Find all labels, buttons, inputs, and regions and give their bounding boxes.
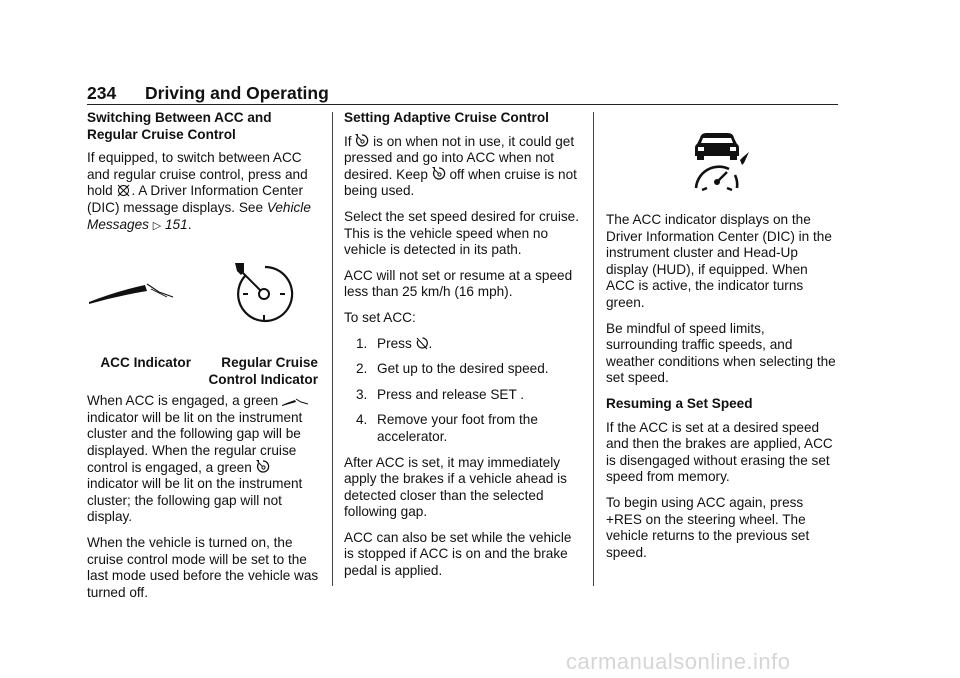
list-item: 1. Press .: [356, 335, 433, 351]
watermark[interactable]: carmanualsonline.info: [566, 649, 791, 674]
list-item: 3. Press and release SET .: [356, 386, 525, 402]
column-middle: [344, 110, 584, 589]
column-divider-2: [593, 112, 594, 586]
page-header: [87, 82, 838, 105]
cruise-on-icon: [432, 167, 446, 181]
paragraph-last-mode: When the vehicle is turned on, the cruise control mode will be set to the last mode used before the vehicle was turned off.: [87, 534, 319, 600]
cruise-indicator-icon: [256, 460, 270, 474]
paragraph-mindful: Be mindful of speed limits, surrounding traffic speeds, and weather conditions when selecting the set speed.: [606, 320, 836, 386]
list-item: 2. Get up to the desired speed.: [356, 361, 549, 377]
acc-indicator-icon: [282, 396, 310, 407]
paragraph-after-set: After ACC is set, it may immediately apply the brakes if a vehicle ahead is detected closer than the selected following gap.: [344, 454, 567, 520]
cruise-indicator-icon: [235, 263, 292, 321]
heading-setting-acc: Setting Adaptive Cruise Control: [344, 110, 549, 125]
acc-figure: [606, 110, 838, 212]
paragraph-brakes: If the ACC is set at a desired speed and then the brakes are applied, ACC is disengaged without erasing the set speed from memory.: [606, 419, 833, 485]
paragraph-min-speed: ACC will not set or resume at a speed less than 25 km/h (16 mph).: [344, 267, 573, 300]
paragraph-set-speed: Select the set speed desired for cruise. This is the vehicle speed when no vehicle is detected in its path.: [344, 208, 579, 258]
fig-label-regular: Regular Cruise Control Indicator: [208, 355, 318, 387]
acc-car-gauge-icon: [692, 132, 754, 194]
column-divider-1: [332, 112, 333, 586]
paragraph-stopped: ACC can also be set while the vehicle is stopped if ACC is on and the brake pedal is applied.: [344, 529, 572, 579]
column-left: [87, 110, 323, 610]
indicator-figure-art: [87, 243, 323, 353]
cruise-on-icon: [355, 134, 369, 148]
ref-arrow-icon: ▷: [152, 219, 162, 232]
link-vehicle-messages[interactable]: Vehicle Messages: [87, 199, 311, 232]
paragraph-to-set: To set ACC:: [344, 309, 416, 325]
paragraph-resume: To begin using ACC again, press +RES on the steering wheel. The vehicle returns to the previous set speed.: [606, 494, 810, 560]
paragraph-acc-engaged: When ACC is engaged, a green indicator will be lit on the instrument cluster and the following gap will be displayed. When the regular cruise control is engaged, a green indicator will be lit on the instrument cluster; the following gap will not display.: [87, 393, 323, 526]
cruise-switch-icon: [116, 184, 131, 197]
paragraph-acc-indicator: The ACC indicator displays on the Driver Information Center (DIC) in the instrument cluster and Head-Up display (HUD), if equipped. When ACC is active, the indicator turns green.: [606, 212, 832, 310]
paragraph-switch: If equipped, to switch between ACC and regular cruise control, press and hold . A Driver Information Center (DIC) message displays. See Vehicle Messages ▷ 151.: [87, 150, 311, 232]
page-ref[interactable]: 151: [165, 216, 188, 232]
paragraph-cruise-on: If is on when not in use, it could get pressed and go into ACC when not desired. Keep off when cruise is not being used.: [344, 133, 577, 199]
heading-switching: Switching Between ACC and Regular Cruise Control: [87, 110, 272, 142]
fig-label-acc: ACC Indicator: [100, 355, 191, 371]
column-right: [606, 110, 838, 570]
page-number: 234: [87, 83, 117, 103]
acc-indicator-icon: [89, 284, 173, 304]
indicator-figure: [87, 243, 323, 393]
cruise-switch-icon: [416, 337, 429, 350]
section-title: Driving and Operating: [145, 83, 329, 103]
steps-list: [344, 336, 584, 446]
list-item: 4. Remove your foot from the accelerator.: [356, 412, 538, 444]
heading-resuming: Resuming a Set Speed: [606, 395, 753, 411]
